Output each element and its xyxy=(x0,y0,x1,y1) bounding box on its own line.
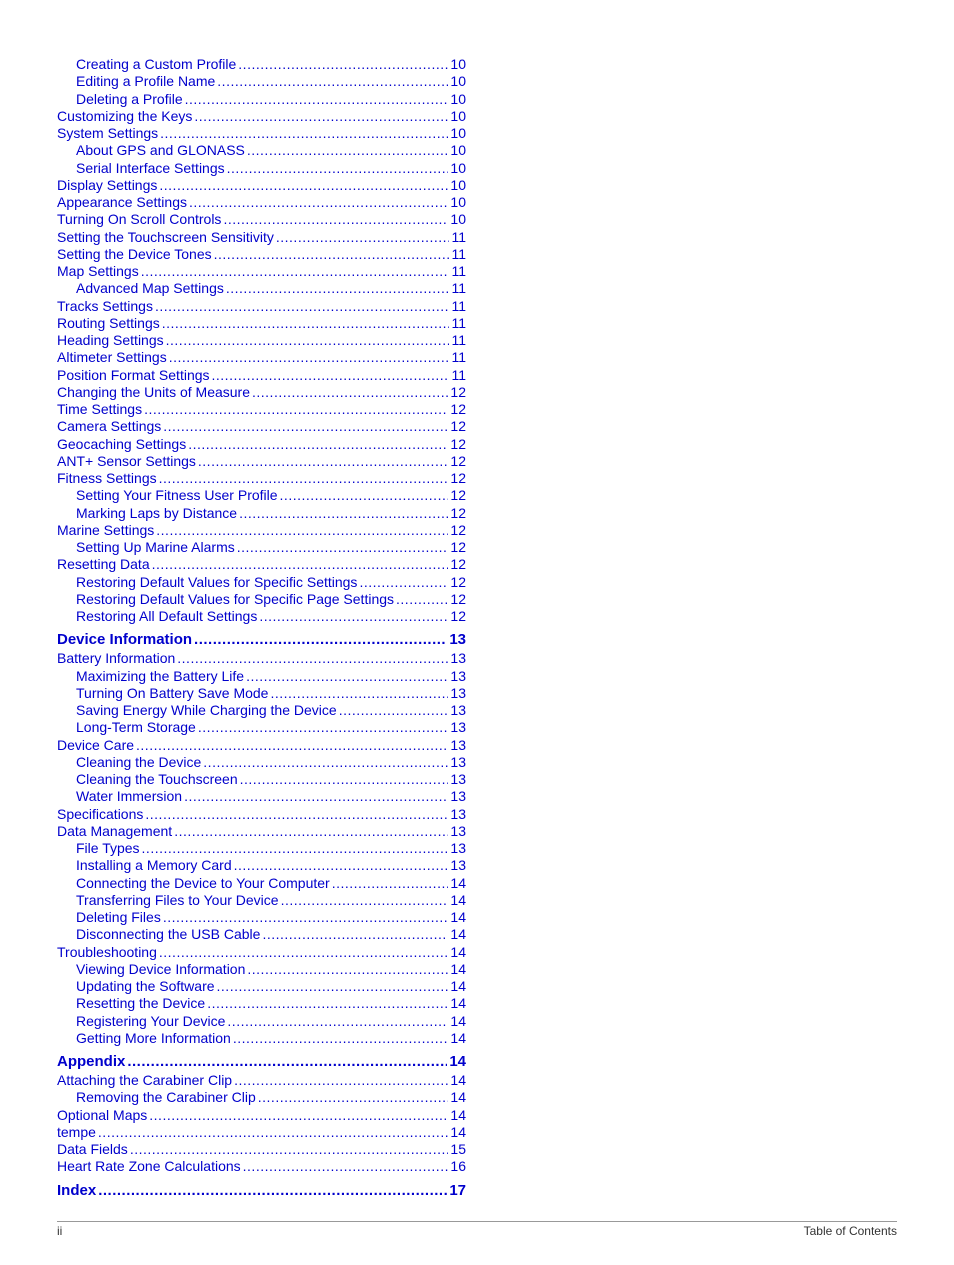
toc-entry-label: Installing a Memory Card xyxy=(76,857,232,874)
toc-entry-label: Turning On Battery Save Mode xyxy=(76,684,269,701)
toc-page-number: 13 xyxy=(450,805,466,822)
toc-entry-label: Battery Information xyxy=(57,650,176,667)
toc-dot-leader xyxy=(217,73,448,90)
toc-dot-leader xyxy=(270,685,448,702)
toc-entry-label: Restoring Default Values for Specific Page Settings xyxy=(76,590,395,607)
toc-page-number: 10 xyxy=(450,90,466,107)
toc-entry-link[interactable] xyxy=(57,668,466,685)
toc-entry-link[interactable] xyxy=(57,211,466,228)
toc-entry-label: Saving Energy While Charging the Device xyxy=(76,702,337,718)
toc-page-number: 10 xyxy=(450,194,466,210)
toc-entry-link[interactable] xyxy=(57,823,466,840)
toc-entry-label: ANT+ Sensor Settings xyxy=(57,452,196,469)
toc-entry-label: Heading Settings xyxy=(57,332,164,348)
toc-entry-label: Deleting a Profile xyxy=(76,90,183,107)
toc-entry-label: Camera Settings xyxy=(57,418,162,435)
toc-dot-leader xyxy=(159,944,449,961)
toc-entry-link[interactable] xyxy=(57,944,466,961)
toc-page-number: 12 xyxy=(450,504,466,521)
toc-entry-link[interactable] xyxy=(57,702,466,719)
toc-entry-label: Map Settings xyxy=(57,263,139,279)
toc-entry-label: Customizing the Keys xyxy=(57,107,193,124)
toc-entry-link[interactable] xyxy=(57,298,466,315)
toc-page-number: 13 xyxy=(450,753,466,770)
toc-entry-link[interactable] xyxy=(57,806,466,823)
toc-entry-link[interactable] xyxy=(57,995,466,1012)
toc-page-number: 10 xyxy=(450,73,466,90)
toc-entry-label: Tracks Settings xyxy=(57,297,153,314)
toc-entry-link[interactable] xyxy=(57,505,466,522)
toc-page-number: 16 xyxy=(450,1158,466,1175)
toc-dot-leader xyxy=(207,995,448,1012)
toc-entry-link[interactable] xyxy=(57,91,466,108)
toc-page-number: 14 xyxy=(450,891,466,908)
toc-dot-leader xyxy=(144,401,448,418)
toc-entry-label: Time Settings xyxy=(57,401,143,417)
toc-entry-label: About GPS and GLONASS xyxy=(76,142,245,159)
toc-page-number: 10 xyxy=(450,125,466,141)
toc-page-number: 12 xyxy=(450,573,466,590)
toc-entry-label: Maximizing the Battery Life xyxy=(76,667,245,684)
toc-entry-label: Serial Interface Settings xyxy=(76,159,225,176)
toc-page-number: 15 xyxy=(450,1141,466,1157)
toc-entry-label: Appendix xyxy=(57,1053,126,1070)
toc-section-link[interactable] xyxy=(57,630,466,650)
toc-dot-leader xyxy=(238,56,448,73)
toc-dot-leader xyxy=(227,160,449,177)
toc-dot-leader xyxy=(247,142,449,159)
toc-entry-link[interactable] xyxy=(57,1141,466,1158)
toc-dot-leader xyxy=(159,470,449,487)
toc-entry-link[interactable] xyxy=(57,367,466,384)
toc-page-number: 13 xyxy=(450,788,466,805)
toc-dot-leader xyxy=(396,591,448,608)
toc-page-number: 10 xyxy=(450,107,466,124)
toc-dot-leader xyxy=(162,315,450,332)
toc-dot-leader xyxy=(203,754,448,771)
toc-entry-label: Advanced Map Settings xyxy=(76,280,224,297)
toc-entry-link[interactable] xyxy=(57,574,466,591)
toc-entry-link[interactable] xyxy=(57,961,466,978)
toc-page-number: 14 xyxy=(450,1089,466,1106)
toc-page-number: 14 xyxy=(450,1012,466,1029)
toc-page-number: 10 xyxy=(450,211,466,228)
toc-entry-label: Restoring Default Values for Specific Settings xyxy=(76,573,358,590)
toc-page-number: 14 xyxy=(450,1106,466,1123)
toc-page-number: 12 xyxy=(450,435,466,452)
toc-page-number: 12 xyxy=(450,452,466,469)
toc-entry-link[interactable] xyxy=(57,125,466,142)
toc-entry-link[interactable] xyxy=(57,418,466,435)
toc-entry-link[interactable] xyxy=(57,926,466,943)
toc-page-number: 13 xyxy=(450,857,466,874)
toc-dot-leader xyxy=(98,1181,447,1201)
toc-page-number: 14 xyxy=(450,1072,466,1088)
toc-dot-leader xyxy=(163,909,449,926)
toc-entry-link[interactable] xyxy=(57,857,466,874)
toc-page-number: 14 xyxy=(450,943,466,960)
toc-entry-link[interactable] xyxy=(57,56,466,73)
toc-entry-link[interactable] xyxy=(57,1072,466,1089)
toc-dot-leader xyxy=(156,522,448,539)
toc-dot-leader xyxy=(259,608,448,625)
toc-entry-link[interactable] xyxy=(57,978,466,995)
toc-entry-link[interactable] xyxy=(57,487,466,504)
toc-entry-link[interactable] xyxy=(57,108,466,125)
footer-divider xyxy=(57,1221,897,1222)
toc-dot-leader xyxy=(227,1013,448,1030)
toc-page-number: 12 xyxy=(450,590,466,607)
toc-entry-label: Disconnecting the USB Cable xyxy=(76,926,261,943)
toc-entry-link[interactable] xyxy=(57,453,466,470)
toc-entry-label: Transferring Files to Your Device xyxy=(76,891,279,908)
toc-dot-leader xyxy=(339,702,449,719)
toc-entry-label: Restoring All Default Settings xyxy=(76,608,258,624)
toc-entry-link[interactable] xyxy=(57,909,466,926)
toc-dot-leader xyxy=(258,1089,449,1106)
toc-page-number: 14 xyxy=(450,995,466,1012)
toc-dot-leader xyxy=(280,487,449,504)
toc-page-number: 13 xyxy=(450,840,466,856)
toc-entry-label: Cleaning the Touchscreen xyxy=(76,771,238,787)
footer-page-number: ii xyxy=(57,1224,63,1238)
toc-entry-label: Connecting the Device to Your Computer xyxy=(76,874,330,891)
toc-entry-link[interactable] xyxy=(57,788,466,805)
toc-page-number: 14 xyxy=(450,1029,466,1046)
toc-entry-label: Editing a Profile Name xyxy=(76,73,216,90)
toc-dot-leader xyxy=(252,384,448,401)
toc-entry-label: Changing the Units of Measure xyxy=(57,383,250,400)
toc-dot-leader xyxy=(246,668,448,685)
toc-dot-leader xyxy=(169,349,450,366)
toc-entry-link[interactable] xyxy=(57,840,466,857)
toc-page-number: 12 xyxy=(450,418,466,435)
toc-page-number: 14 xyxy=(450,1123,466,1140)
toc-entry-link[interactable] xyxy=(57,332,466,349)
toc-entry-label: Data Fields xyxy=(57,1141,128,1157)
toc-page-number: 11 xyxy=(451,366,466,383)
toc-page-number: 14 xyxy=(450,926,466,943)
toc-entry-link[interactable] xyxy=(57,556,466,573)
toc-page-number: 11 xyxy=(451,263,466,279)
toc-entry-label: Position Format Settings xyxy=(57,366,210,383)
toc-dot-leader xyxy=(276,229,450,246)
toc-page-number: 10 xyxy=(450,176,466,193)
toc-page-number: 11 xyxy=(451,297,466,314)
toc-entry-label: Resetting the Device xyxy=(76,995,206,1012)
toc-page-number: 11 xyxy=(451,280,466,297)
toc-dot-leader xyxy=(234,857,449,874)
toc-page-number: 14 xyxy=(450,874,466,891)
toc-entry-label: Data Management xyxy=(57,822,173,839)
toc-entry-link[interactable] xyxy=(57,591,466,608)
toc-page-number: 12 xyxy=(450,401,466,417)
toc-page-number: 13 xyxy=(450,667,466,684)
toc-dot-leader xyxy=(198,453,449,470)
toc-page-number: 13 xyxy=(450,684,466,701)
toc-dot-leader xyxy=(243,1158,449,1175)
toc-entry-link[interactable] xyxy=(57,142,466,159)
toc-entry-label: Marine Settings xyxy=(57,521,155,538)
toc-entry-link[interactable] xyxy=(57,436,466,453)
toc-page-number: 11 xyxy=(451,228,466,245)
toc-dot-leader xyxy=(194,108,448,125)
toc-dot-leader xyxy=(184,788,448,805)
toc-entry-label: Long-Term Storage xyxy=(76,719,196,736)
toc-entry-link[interactable] xyxy=(57,771,466,788)
toc-dot-leader xyxy=(155,298,449,315)
toc-entry-link[interactable] xyxy=(57,754,466,771)
toc-entry-label: Removing the Carabiner Clip xyxy=(76,1089,256,1106)
toc-section-link[interactable] xyxy=(57,1181,466,1201)
toc-dot-leader xyxy=(223,211,448,228)
footer-section-title: Table of Contents xyxy=(803,1224,897,1238)
toc-entry-link[interactable] xyxy=(57,539,466,556)
toc-entry-label: Creating a Custom Profile xyxy=(76,56,237,72)
toc-entry-label: Device Care xyxy=(57,736,135,753)
toc-entry-link[interactable] xyxy=(57,650,466,667)
toc-dot-leader xyxy=(174,823,448,840)
toc-dot-leader xyxy=(332,875,449,892)
toc-dot-leader xyxy=(130,1141,449,1158)
toc-entry-link[interactable] xyxy=(57,1089,466,1106)
toc-entry-label: Altimeter Settings xyxy=(57,349,167,366)
toc-entry-link[interactable] xyxy=(57,194,466,211)
toc-entry-link[interactable] xyxy=(57,1124,466,1141)
toc-entry-label: Viewing Device Information xyxy=(76,960,246,977)
toc-dot-leader xyxy=(189,194,448,211)
toc-page-number: 13 xyxy=(450,822,466,839)
toc-entry-label: Appearance Settings xyxy=(57,194,187,210)
toc-entry-label: Deleting Files xyxy=(76,909,161,925)
toc-entry-link[interactable] xyxy=(57,1030,466,1047)
toc-entry-label: Index xyxy=(57,1181,97,1199)
toc-dot-leader xyxy=(163,418,448,435)
toc-dot-leader xyxy=(237,539,449,556)
toc-page-number: 11 xyxy=(451,314,466,331)
toc-page-number: 13 xyxy=(450,719,466,736)
toc-page-number: 11 xyxy=(451,332,466,348)
toc-entry-label: Resetting Data xyxy=(57,556,150,573)
toc-page-number: 10 xyxy=(450,56,466,72)
toc-entry-link[interactable] xyxy=(57,1158,466,1175)
toc-dot-leader xyxy=(217,978,449,995)
toc-entry-link[interactable] xyxy=(57,470,466,487)
toc-page-number: 13 xyxy=(449,631,466,649)
toc-entry-label: Setting Up Marine Alarms xyxy=(76,539,235,555)
toc-entry-label: Setting the Device Tones xyxy=(57,245,212,262)
toc-entry-label: Geocaching Settings xyxy=(57,435,187,452)
table-of-contents xyxy=(57,56,466,1201)
toc-dot-leader xyxy=(127,1052,447,1072)
toc-entry-label: Attaching the Carabiner Clip xyxy=(57,1072,233,1088)
toc-dot-leader xyxy=(166,332,450,349)
toc-dot-leader xyxy=(247,961,448,978)
toc-entry-link[interactable] xyxy=(57,875,466,892)
toc-dot-leader xyxy=(152,556,449,573)
toc-entry-label: Setting Your Fitness User Profile xyxy=(76,487,278,504)
toc-entry-label: tempe xyxy=(57,1123,96,1140)
toc-section-link[interactable] xyxy=(57,1052,466,1072)
toc-entry-link[interactable] xyxy=(57,522,466,539)
toc-entry-link[interactable] xyxy=(57,263,466,280)
toc-entry-label: Heart Rate Zone Calculations xyxy=(57,1158,241,1175)
toc-dot-leader xyxy=(145,806,448,823)
toc-dot-leader xyxy=(234,1072,448,1089)
toc-dot-leader xyxy=(185,91,449,108)
toc-dot-leader xyxy=(262,926,448,943)
toc-entry-link[interactable] xyxy=(57,73,466,90)
toc-dot-leader xyxy=(98,1124,449,1141)
toc-entry-label: Updating the Software xyxy=(76,978,215,994)
toc-entry-label: Getting More Information xyxy=(76,1029,231,1046)
toc-page-number: 12 xyxy=(450,539,466,555)
toc-page-number: 14 xyxy=(450,960,466,977)
toc-entry-link[interactable] xyxy=(57,608,466,625)
toc-entry-link[interactable] xyxy=(57,177,466,194)
toc-entry-label: Marking Laps by Distance xyxy=(76,504,238,521)
toc-entry-link[interactable] xyxy=(57,1013,466,1030)
toc-entry-link[interactable] xyxy=(57,719,466,736)
toc-entry-link[interactable] xyxy=(57,892,466,909)
toc-entry-label: System Settings xyxy=(57,125,159,141)
toc-entry-link[interactable] xyxy=(57,349,466,366)
toc-dot-leader xyxy=(226,280,450,297)
toc-entry-label: Routing Settings xyxy=(57,314,160,331)
toc-page-number: 14 xyxy=(449,1053,466,1070)
toc-page-number: 14 xyxy=(450,978,466,994)
toc-entry-label: Setting the Touchscreen Sensitivity xyxy=(57,228,274,245)
toc-entry-link[interactable] xyxy=(57,280,466,297)
toc-dot-leader xyxy=(177,650,448,667)
toc-dot-leader xyxy=(214,246,450,263)
toc-entry-label: Turning On Scroll Controls xyxy=(57,211,222,228)
toc-page-number: 17 xyxy=(449,1181,466,1199)
toc-page-number: 13 xyxy=(450,736,466,753)
toc-entry-label: Water Immersion xyxy=(76,788,183,805)
toc-dot-leader xyxy=(194,630,447,650)
toc-page-number: 12 xyxy=(450,487,466,504)
toc-entry-label: Optional Maps xyxy=(57,1106,148,1123)
toc-page-number: 13 xyxy=(450,650,466,667)
toc-entry-label: Cleaning the Device xyxy=(76,753,202,770)
toc-entry-label: File Types xyxy=(76,840,140,856)
toc-dot-leader xyxy=(149,1107,448,1124)
toc-dot-leader xyxy=(239,505,448,522)
toc-dot-leader xyxy=(198,719,449,736)
toc-entry-link[interactable] xyxy=(57,229,466,246)
toc-dot-leader xyxy=(240,771,449,788)
toc-entry-link[interactable] xyxy=(57,685,466,702)
toc-entry-link[interactable] xyxy=(57,737,466,754)
toc-dot-leader xyxy=(142,840,449,857)
toc-page-number: 12 xyxy=(450,521,466,538)
toc-page-number: 11 xyxy=(451,245,466,262)
toc-page-number: 12 xyxy=(450,556,466,573)
toc-dot-leader xyxy=(141,263,450,280)
toc-entry-label: Specifications xyxy=(57,805,144,822)
toc-page-number: 12 xyxy=(450,608,466,624)
toc-entry-link[interactable] xyxy=(57,246,466,263)
toc-entry-link[interactable] xyxy=(57,401,466,418)
toc-entry-label: Display Settings xyxy=(57,176,158,193)
toc-page-number: 10 xyxy=(450,142,466,159)
toc-dot-leader xyxy=(160,125,448,142)
toc-dot-leader xyxy=(281,892,449,909)
toc-page-number: 12 xyxy=(450,383,466,400)
toc-dot-leader xyxy=(136,737,448,754)
toc-entry-link[interactable] xyxy=(57,160,466,177)
toc-dot-leader xyxy=(359,574,448,591)
toc-page-number: 11 xyxy=(451,349,466,366)
toc-entry-label: Device Information xyxy=(57,631,193,649)
toc-dot-leader xyxy=(212,367,450,384)
toc-entry-link[interactable] xyxy=(57,384,466,401)
toc-entry-label: Troubleshooting xyxy=(57,943,157,960)
toc-page-number: 13 xyxy=(450,702,466,718)
toc-dot-leader xyxy=(159,177,448,194)
toc-dot-leader xyxy=(188,436,448,453)
toc-entry-link[interactable] xyxy=(57,1107,466,1124)
toc-page-number: 10 xyxy=(450,159,466,176)
toc-page-number: 13 xyxy=(450,771,466,787)
toc-page-number: 12 xyxy=(450,470,466,486)
toc-page-number: 14 xyxy=(450,909,466,925)
toc-entry-label: Registering Your Device xyxy=(76,1012,226,1029)
toc-entry-label: Fitness Settings xyxy=(57,470,157,486)
toc-entry-link[interactable] xyxy=(57,315,466,332)
toc-dot-leader xyxy=(233,1030,449,1047)
